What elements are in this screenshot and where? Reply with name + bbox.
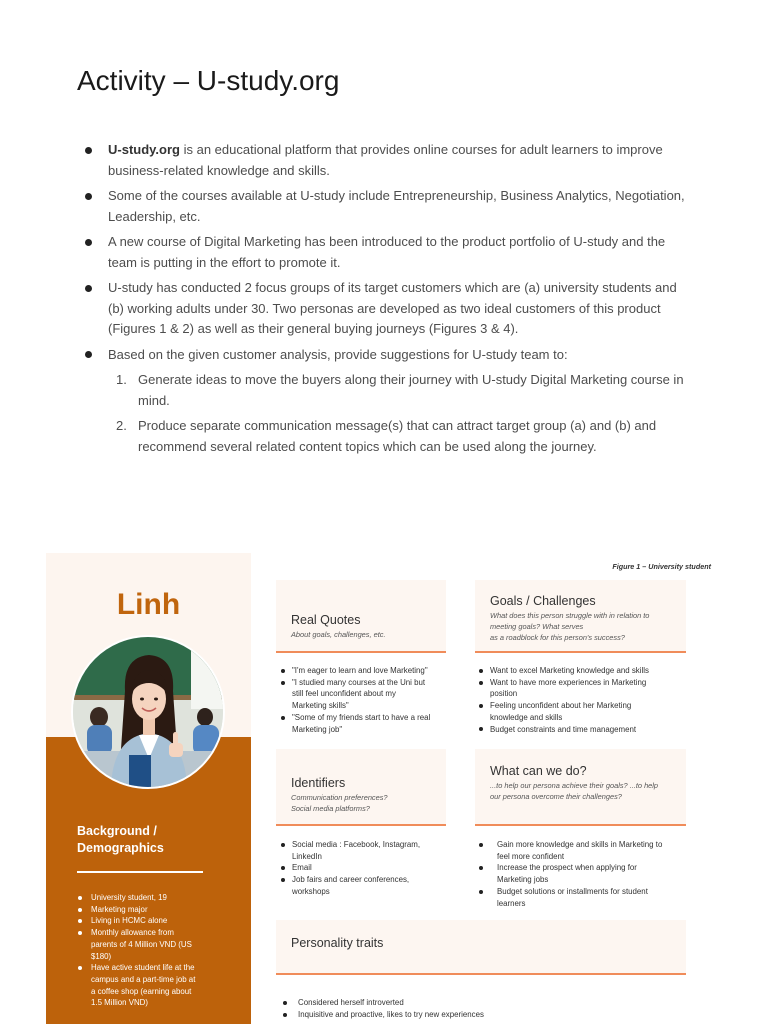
quote-item: "Some of my friends start to have a real Marketing job" [276, 712, 432, 735]
background-divider [77, 871, 203, 873]
intro-bullet-text: is an educational platform that provides online courses for adult learners to improve business-related knowledge and skills. [108, 142, 663, 178]
goal-item: Want to excel Marketing knowledge and skills [475, 665, 662, 677]
task-list [108, 370, 690, 457]
goals-challenges-list [475, 665, 686, 735]
intro-bullet-text: A new course of Digital Marketing has been introduced to the product portfolio of U-study and the team is putting in the effort to promote it. [108, 234, 666, 270]
intro-bullet-text: Based on the given customer analysis, provide suggestions for U-study team to: [108, 346, 568, 362]
personality-traits-card [276, 920, 686, 975]
intro-bullet [77, 278, 690, 340]
real-quotes-card [276, 580, 446, 653]
page-title: Activity – U-study.org [77, 65, 340, 96]
intro-bullet [77, 232, 690, 273]
card-title: Identifiers [291, 776, 346, 790]
intro-bullet-text: Some of the courses available at U-study include Entrepreneurship, Business Analytics, Negotiation, Leadership, etc. [108, 188, 685, 224]
task-text: Generate ideas to move the buyers along their journey with U-study Digital Marketing course in mind. [138, 372, 684, 408]
trait-item: Inquisitive and proactive, likes to try new experiences [276, 1009, 686, 1021]
intro-bullet-text: U-study has conducted 2 focus groups of its target customers which are (a) university students and (b) working adults under 30. Two personas are developed as two ideal customers of this product (Figures 1 & 2) as well as their general buying journeys (Figures 3 & 4). [108, 280, 677, 336]
persona-photo [71, 635, 225, 789]
identifiers-card [276, 749, 446, 826]
intro-bullet [77, 186, 690, 227]
background-list [77, 892, 203, 1009]
identifiers-list [276, 839, 446, 898]
card-title: What can we do? [490, 764, 587, 778]
goal-item: Budget constraints and time management [475, 724, 662, 736]
intro-bullet-bold: U-study.org [108, 142, 180, 157]
card-title: Goals / Challenges [490, 594, 596, 608]
background-item: Marketing major [77, 904, 199, 916]
action-item: Increase the prospect when applying for Marketing jobs [475, 862, 673, 885]
task-item [108, 416, 690, 457]
task-number: 2. [116, 418, 127, 433]
intro-bullet-list [77, 140, 690, 457]
quote-item: "I'm eager to learn and love Marketing" [276, 665, 432, 677]
card-subtitle: About goals, challenges, etc. [291, 630, 386, 639]
intro-section [77, 140, 690, 462]
background-heading: Background / Demographics [77, 824, 164, 855]
card-title: Real Quotes [291, 613, 361, 627]
quote-item: "I studied many courses at the Uni but still feel unconfident about my Marketing skills" [276, 677, 432, 712]
action-item: Budget solutions or installments for student learners [475, 886, 673, 909]
personality-traits-list [276, 997, 686, 1020]
trait-item: Considered herself introverted [276, 997, 686, 1009]
what-can-we-do-card [475, 749, 686, 826]
identifier-item: Email [276, 862, 432, 874]
persona-photo-illustration [73, 637, 223, 787]
background-item: Living in HCMC alone [77, 915, 199, 927]
task-text: Produce separate communication message(s) that can attract target group (a) and (b) and recommend several related content topics which can be used along the journey. [138, 418, 657, 454]
card-subtitle: Communication preferences? Social media platforms? [291, 793, 388, 813]
figure-caption: Figure 1 – University student [612, 562, 711, 571]
card-title: Personality traits [291, 936, 384, 950]
identifier-item: Job fairs and career conferences, workshops [276, 874, 432, 897]
goals-challenges-card [475, 580, 686, 653]
task-item [108, 370, 690, 411]
intro-bullet [77, 140, 690, 181]
goal-item: Want to have more experiences in Marketing position [475, 677, 662, 700]
task-number: 1. [116, 372, 127, 387]
action-item: Gain more knowledge and skills in Marketing to feel more confident [475, 839, 673, 862]
card-subtitle: ...to help our persona achieve their goals? ...to help our persona overcome their challenges? [490, 781, 659, 801]
goal-item: Feeling unconfident about her Marketing knowledge and skills [475, 700, 662, 723]
background-item: Have active student life at the campus and a part-time job at a coffee shop (earning about 1.5 Million VND) [77, 962, 199, 1009]
card-subtitle: What does this person struggle with in relation to meeting goals? What serves as a roadblock for this person's success? [490, 611, 650, 642]
intro-bullet [77, 345, 690, 458]
real-quotes-list [276, 665, 446, 735]
persona-name: Linh [116, 588, 181, 621]
what-can-we-do-list [475, 839, 686, 909]
identifier-item: Social media : Facebook, Instagram, LinkedIn [276, 839, 432, 862]
background-item: Monthly allowance from parents of 4 Million VND (US $180) [77, 927, 199, 962]
background-item: University student, 19 [77, 892, 199, 904]
